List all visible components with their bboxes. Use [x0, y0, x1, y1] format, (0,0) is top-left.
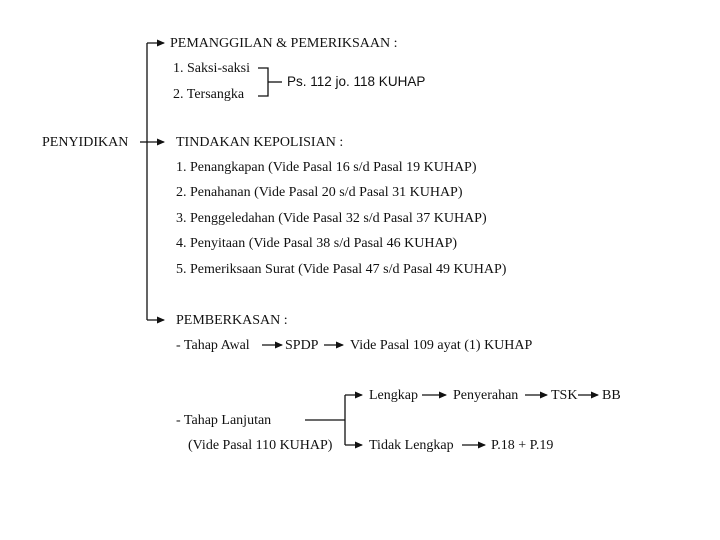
pemberkasan-title: PEMBERKASAN : — [176, 313, 288, 328]
item-saksi: 1. Saksi-saksi — [173, 61, 250, 76]
tahap-lanjutan-label: - Tahap Lanjutan — [176, 413, 272, 428]
item-tersangka: 2. Tersangka — [173, 87, 245, 102]
lengkap-label: Lengkap — [369, 388, 418, 403]
pemanggilan-title: PEMANGGILAN & PEMERIKSAAN : — [170, 36, 398, 51]
root-label: PENYIDIKAN — [42, 135, 129, 150]
tindakan-item-2: 2. Penahanan (Vide Pasal 20 s/d Pasal 31 KUHAP) — [176, 185, 463, 200]
reference-pasal-112: Ps. 112 jo. 118 KUHAP — [287, 74, 426, 89]
bb-label: BB — [602, 388, 621, 403]
spdp-label: SPDP — [285, 338, 319, 353]
tindakan-item-1: 1. Penangkapan (Vide Pasal 16 s/d Pasal 19 KUHAP) — [176, 160, 477, 175]
tindakan-title: TINDAKAN KEPOLISIAN : — [176, 135, 344, 150]
tidak-lengkap-label: Tidak Lengkap — [369, 438, 454, 453]
tsk-label: TSK — [551, 388, 578, 403]
p-codes-label: P.18 + P.19 — [491, 438, 554, 453]
spdp-reference: Vide Pasal 109 ayat (1) KUHAP — [350, 338, 533, 353]
tindakan-item-5: 5. Pemeriksaan Surat (Vide Pasal 47 s/d Pasal 49 KUHAP) — [176, 262, 507, 277]
bracket-saksi-tersangka — [258, 68, 268, 96]
tindakan-item-4: 4. Penyitaan (Vide Pasal 38 s/d Pasal 46 KUHAP) — [176, 236, 458, 251]
tindakan-item-3: 3. Penggeledahan (Vide Pasal 32 s/d Pasal 37 KUHAP) — [176, 211, 487, 226]
tahap-lanjutan-reference: (Vide Pasal 110 KUHAP) — [188, 438, 333, 453]
penyerahan-label: Penyerahan — [453, 388, 519, 403]
tahap-awal-label: - Tahap Awal — [176, 338, 250, 353]
